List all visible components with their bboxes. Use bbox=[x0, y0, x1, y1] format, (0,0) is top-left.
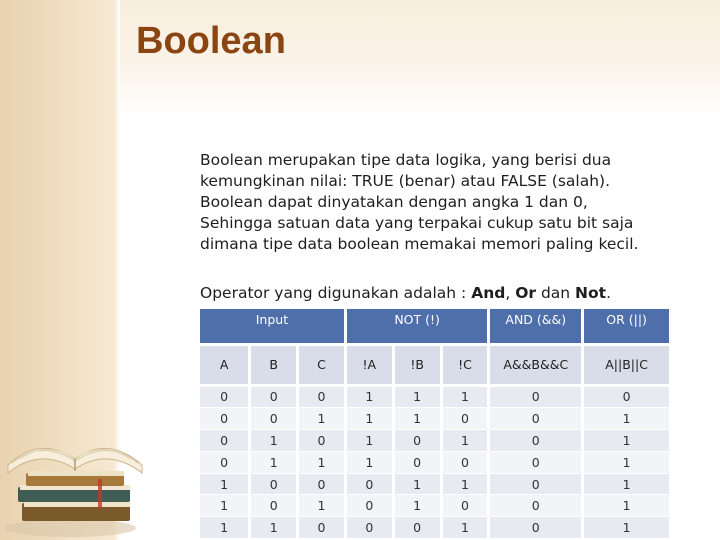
table-cell: 1 bbox=[393, 495, 441, 517]
table-cell: 0 bbox=[298, 430, 346, 452]
table-cell: 1 bbox=[583, 451, 671, 473]
table-cell: 1 bbox=[583, 430, 671, 452]
table-cell: 0 bbox=[200, 451, 250, 473]
table-cell: 0 bbox=[583, 385, 671, 408]
open-book-stack-illustration bbox=[0, 395, 150, 540]
column-header: !B bbox=[393, 344, 441, 385]
table-cell: 0 bbox=[298, 385, 346, 408]
table-cell: 1 bbox=[200, 473, 250, 495]
table-cell: 0 bbox=[200, 385, 250, 408]
column-header: A||B||C bbox=[583, 344, 671, 385]
table-cell: 0 bbox=[393, 430, 441, 452]
table-cell: 1 bbox=[298, 495, 346, 517]
operators-suffix: . bbox=[606, 284, 612, 302]
paragraph-line: Boolean dapat dinyatakan dengan angka 1 dan 0, bbox=[200, 193, 588, 211]
table-cell: 0 bbox=[345, 495, 393, 517]
table-cell: 0 bbox=[393, 451, 441, 473]
paragraph-line: kemungkinan nilai: TRUE (benar) atau FALSE (salah). bbox=[200, 172, 611, 190]
table-cell: 1 bbox=[583, 408, 671, 430]
table-cell: 0 bbox=[489, 408, 583, 430]
column-header: A&&B&&C bbox=[489, 344, 583, 385]
table-row bbox=[200, 473, 671, 495]
table-row bbox=[200, 451, 671, 473]
column-header: !C bbox=[441, 344, 489, 385]
column-header: C bbox=[298, 344, 346, 385]
table-row bbox=[200, 385, 671, 408]
table-cell: 1 bbox=[345, 451, 393, 473]
group-header-row bbox=[200, 309, 671, 344]
column-header: B bbox=[250, 344, 298, 385]
paragraph-line: Sehingga satuan data yang terpakai cukup satu bit saja bbox=[200, 214, 634, 232]
table-row bbox=[200, 430, 671, 452]
operator-or: Or bbox=[515, 284, 537, 302]
slide-title: Boolean bbox=[136, 20, 286, 62]
table-cell: 0 bbox=[250, 408, 298, 430]
table-cell: 1 bbox=[200, 495, 250, 517]
table-cell: 0 bbox=[250, 495, 298, 517]
column-header: A bbox=[200, 344, 250, 385]
table-cell: 0 bbox=[345, 517, 393, 539]
table-cell: 1 bbox=[441, 385, 489, 408]
description-paragraph bbox=[200, 150, 700, 255]
column-header-row bbox=[200, 344, 671, 385]
table-cell: 0 bbox=[441, 495, 489, 517]
table-cell: 0 bbox=[489, 430, 583, 452]
table-row bbox=[200, 495, 671, 517]
table-cell: 1 bbox=[393, 473, 441, 495]
table-cell: 1 bbox=[441, 517, 489, 539]
operator-not: Not bbox=[575, 284, 607, 302]
table-cell: 0 bbox=[489, 473, 583, 495]
group-header-not: NOT (!) bbox=[345, 309, 488, 344]
paragraph-line: dimana tipe data boolean memakai memori paling kecil. bbox=[200, 235, 639, 253]
table-cell: 0 bbox=[200, 430, 250, 452]
table-cell: 0 bbox=[489, 517, 583, 539]
table-cell: 1 bbox=[298, 408, 346, 430]
table-row bbox=[200, 408, 671, 430]
group-header-and: AND (&&) bbox=[489, 309, 583, 344]
table-cell: 1 bbox=[441, 430, 489, 452]
table-cell: 0 bbox=[441, 408, 489, 430]
table-cell: 1 bbox=[583, 495, 671, 517]
operators-prefix: Operator yang digunakan adalah : bbox=[200, 284, 472, 302]
table-cell: 0 bbox=[298, 473, 346, 495]
table-cell: 1 bbox=[393, 408, 441, 430]
operators-sep: dan bbox=[536, 284, 576, 302]
table-cell: 0 bbox=[489, 385, 583, 408]
operators-line bbox=[200, 284, 611, 302]
column-header: !A bbox=[345, 344, 393, 385]
table-cell: 1 bbox=[200, 517, 250, 539]
operator-and: And bbox=[471, 284, 506, 302]
table-cell: 1 bbox=[583, 473, 671, 495]
table-cell: 1 bbox=[250, 430, 298, 452]
table-cell: 0 bbox=[250, 473, 298, 495]
table-cell: 1 bbox=[250, 451, 298, 473]
table-cell: 0 bbox=[345, 473, 393, 495]
table-cell: 1 bbox=[298, 451, 346, 473]
table-cell: 1 bbox=[345, 408, 393, 430]
table-cell: 1 bbox=[583, 517, 671, 539]
table-row bbox=[200, 517, 671, 539]
table-cell: 0 bbox=[200, 408, 250, 430]
table-cell: 1 bbox=[345, 430, 393, 452]
operators-sep: , bbox=[505, 284, 516, 302]
paragraph-line: Boolean merupakan tipe data logika, yang berisi dua bbox=[200, 151, 612, 169]
table-cell: 1 bbox=[393, 385, 441, 408]
table-cell: 0 bbox=[298, 517, 346, 539]
table-cell: 0 bbox=[393, 517, 441, 539]
table-cell: 1 bbox=[441, 473, 489, 495]
table-cell: 0 bbox=[441, 451, 489, 473]
table-cell: 1 bbox=[345, 385, 393, 408]
table-cell: 0 bbox=[489, 495, 583, 517]
truth-table bbox=[200, 309, 672, 539]
table-cell: 0 bbox=[489, 451, 583, 473]
table-cell: 1 bbox=[250, 517, 298, 539]
table-cell: 0 bbox=[250, 385, 298, 408]
group-header-or: OR (||) bbox=[583, 309, 671, 344]
group-header-input: Input bbox=[200, 309, 345, 344]
